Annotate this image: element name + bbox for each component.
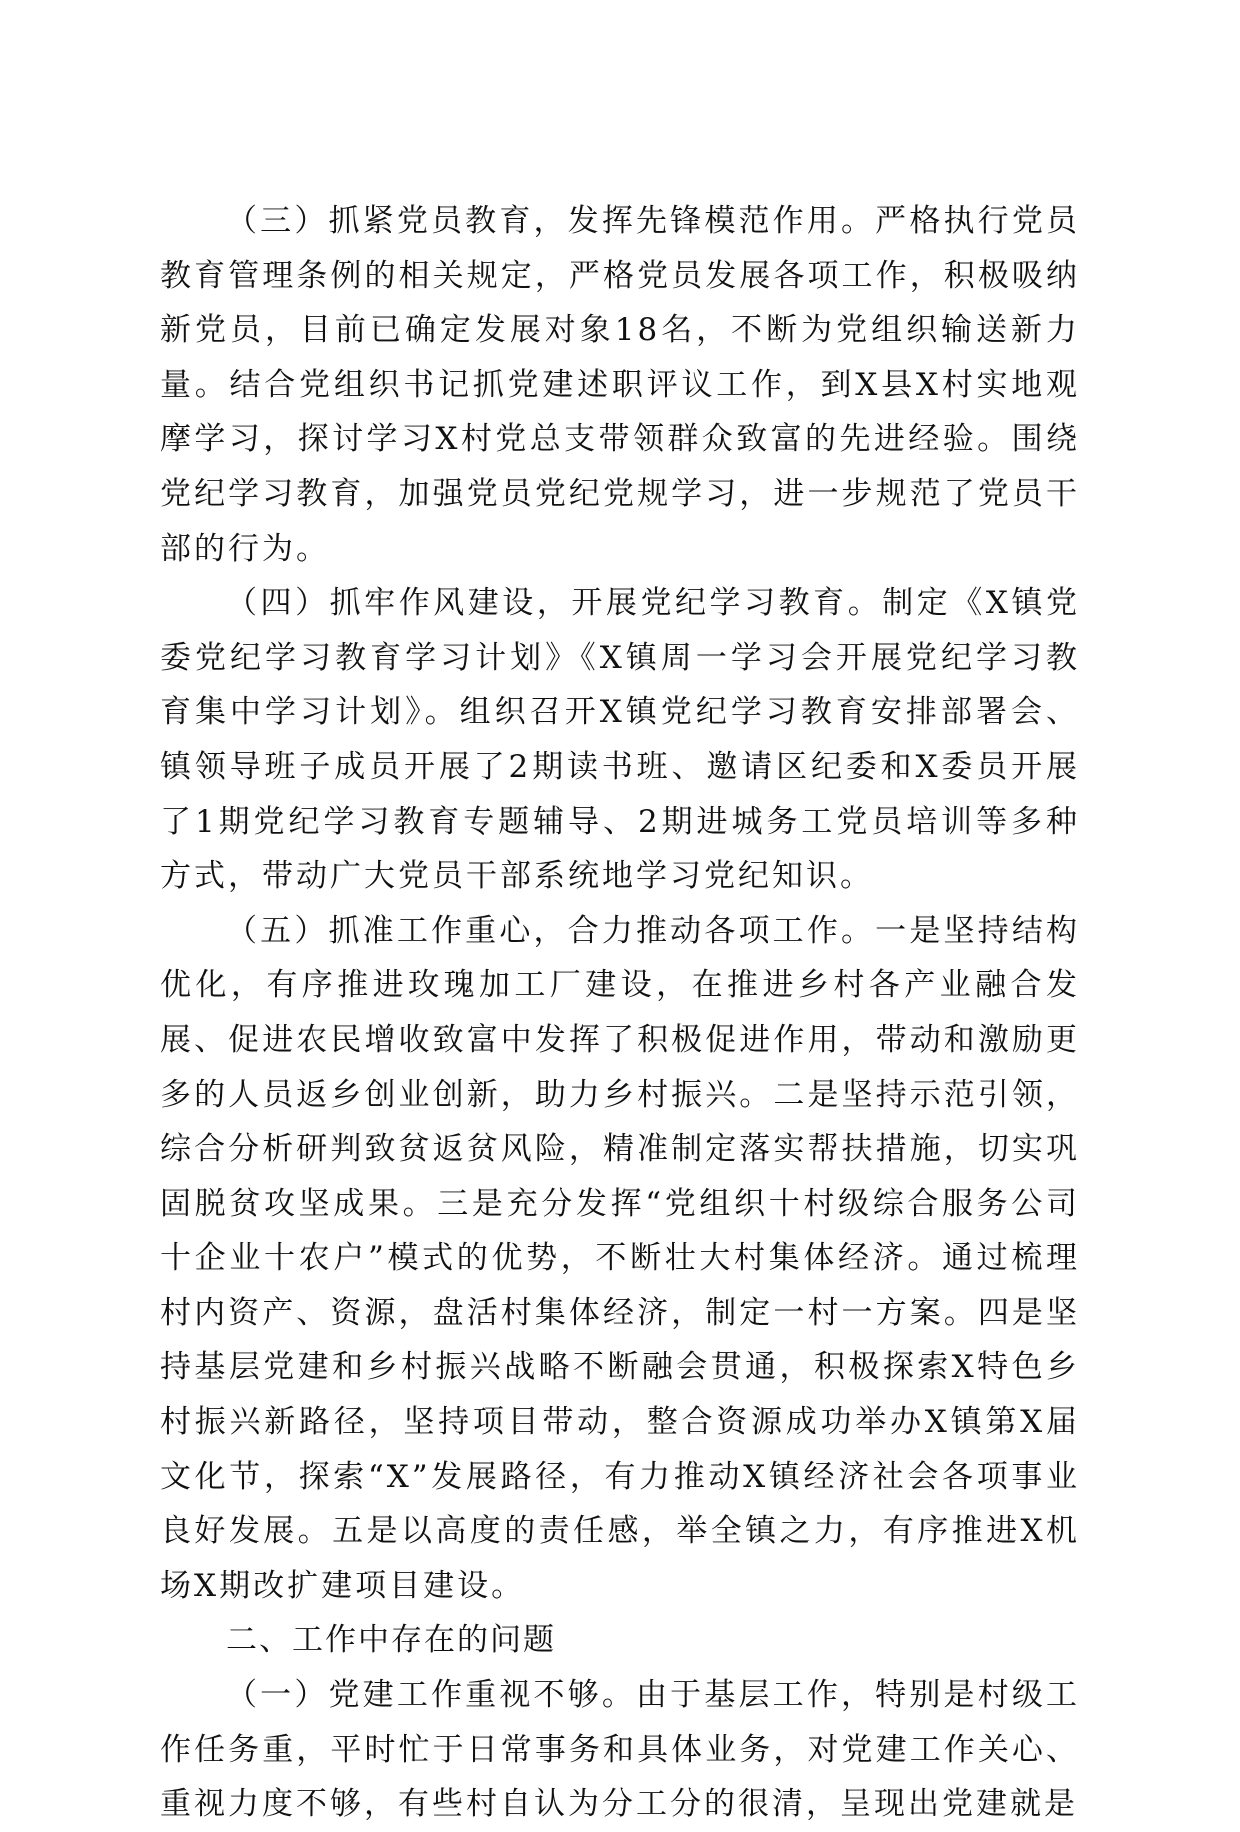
- paragraph-work-focus: （五）抓准工作重心，合力推动各项工作。一是坚持结构优化，有序推进玫瑰加工厂建设，在推进乡村各产业融合发展、促进农民增收致富中发挥了积极促进作用，带动和激励更多的人员返乡创业创新，助力乡村振兴。二是坚持示范引领，综合分析研判致贫返贫风险，精准制定落实帮扶措施，切实巩固脱贫攻坚成果。三是充分发挥“党组织十村级综合服务公司十企业十农户”模式的优势，不断壮大村集体经济。通过梳理村内资产、资源，盘活村集体经济，制定一村一方案。四是坚持基层党建和乡村振兴战略不断融会贯通，积极探索X特色乡村振兴新路径，坚持项目带动，整合资源成功举办X镇第X届文化节，探索“X”发展路径，有力推动X镇经济社会各项事业良好发展。五是以高度的责任感，举全镇之力，有序推进X机场X期改扩建项目建设。: [160, 912, 1080, 1604]
- paragraph-party-member-education: （三）抓紧党员教育，发挥先锋模范作用。严格执行党员教育管理条例的相关规定，严格党员发展各项工作，积极吸纳新党员，目前已确定发展对象18名，不断为党组织输送新力量。结合党组织书记抓党建述职评议工作，到X县X村实地观摩学习，探讨学习X村党总支带领群众致富的先进经验。围绕党纪学习教育，加强党员党纪党规学习，进一步规范了党员干部的行为。: [160, 203, 1080, 567]
- paragraph-work-style-building: （四）抓牢作风建设，开展党纪学习教育。制定《X镇党委党纪学习教育学习计划》《X镇周一学习会开展党纪学习教育集中学习计划》。组织召开X镇党纪学习教育安排部署会、镇领导班子成员开展了2期读书班、邀请区纪委和X委员开展了1期党纪学习教育专题辅导、2期进城务工党员培训等多种方式，带动广大党员干部系统地学习党纪知识。: [160, 585, 1080, 895]
- section-heading-problems: 二、工作中存在的问题: [226, 1622, 556, 1659]
- document-page: [160, 194, 1080, 1832]
- paragraph-problem-one: （一）党建工作重视不够。由于基层工作，特别是村级工作任务重，平时忙于日常事务和具体业务，对党建工作关心、重视力度不够，有些村自认为分工分的很清，呈现出党建就是: [160, 1677, 1080, 1823]
